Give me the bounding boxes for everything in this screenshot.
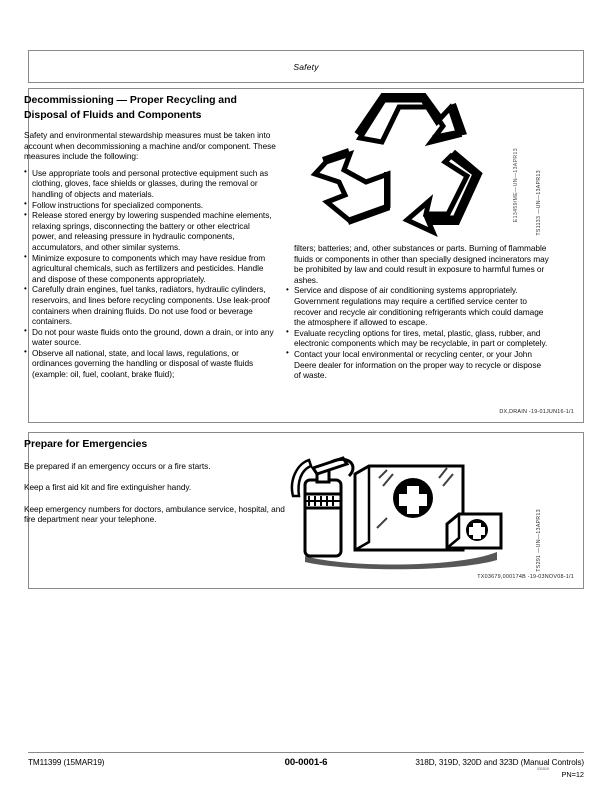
- figure-id-label: TS291 —UN—13APR13: [536, 509, 542, 572]
- decommissioning-reference-code: DX,DRAIN -19-01JUN16-1/1: [499, 409, 574, 415]
- first-aid-kit-and-extinguisher-icon: [287, 452, 525, 578]
- decommissioning-left-bullets: [24, 168, 276, 380]
- decommissioning-right-column: [286, 243, 550, 381]
- figure-id-wrap: [533, 90, 545, 242]
- decommissioning-heading: Decommissioning — Proper Recycling and Disposal of Fluids and Components: [24, 94, 237, 121]
- running-header-title: Safety: [293, 62, 319, 72]
- footer-divider: [28, 752, 584, 753]
- footer-tiny-code: 031519: [537, 767, 549, 771]
- figure-id-secondary-label: E13459/ME—UN—13APR13: [513, 148, 519, 223]
- list-item: • Service and dispose of air conditioning systems appropriately. Government regulations may require a certified service center to recover and recycle air conditioning refrigerants which could damage the atmosphere if allowed to escape.: [286, 285, 550, 327]
- list-item: • Contact your local environmental or recycling center, or your John Deere dealer for information on the proper way to recycle or dispose of waste.: [286, 349, 550, 381]
- figure-id-wrap: [533, 452, 545, 578]
- list-item: • Use appropriate tools and personal protective equipment such as clothing, gloves, face shields or glasses, during the removal or handling of objects and materials.: [24, 168, 276, 200]
- emergencies-paragraph-3: Keep emergency numbers for doctors, ambulance service, hospital, and fire department near your telephone.: [24, 503, 285, 525]
- footer-page-number: 00-0001-6: [284, 757, 328, 768]
- figure-id-label: TS1133 —UN—13APR13: [536, 170, 542, 236]
- figure-emergency-kit: [287, 452, 549, 578]
- decommissioning-left-column: [24, 93, 276, 380]
- decommissioning-intro: Safety and environmental stewardship measures must be taken into account when decommissioning a machine and/or component. These measures include the following:: [24, 130, 276, 162]
- list-item: • Do not pour waste fluids onto the ground, down a drain, or into any water source.: [24, 327, 276, 348]
- decommissioning-right-bullets: [286, 243, 550, 381]
- list-item: • Follow instructions for specialized components.: [24, 200, 276, 211]
- page-footer: [28, 756, 584, 786]
- emergencies-reference-code: TX03679,000174B -19-03NOV08-1/1: [477, 574, 574, 580]
- running-header: [28, 50, 584, 83]
- figure-recycling-symbol: [287, 90, 549, 242]
- emergencies-paragraph-1: Be prepared if an emergency occurs or a fire starts.: [24, 460, 211, 471]
- emergencies-paragraph-2: Keep a first aid kit and fire extinguisher handy.: [24, 482, 192, 493]
- list-item: • Carefully drain engines, fuel tanks, radiators, hydraulic cylinders, reservoirs, and lines before recycling components. Use leak-proof containers when draining fluids. Do not use food or beverage containers.: [24, 284, 276, 326]
- list-item: • Evaluate recycling options for tires, metal, plastic, glass, rubber, and electronic components which may be recyclable, in part or completely.: [286, 328, 550, 349]
- footer-pn-note: PN=12: [561, 770, 584, 779]
- list-item: • Observe all national, state, and local laws, regulations, or ordinances governing the handling or disposal of waste fluids (example: oil, fuel, coolant, brake fluid);: [24, 348, 276, 380]
- recycling-arrows-icon: [287, 90, 525, 242]
- emergencies-left-column: [24, 437, 286, 525]
- list-item-continuation: filters; batteries; and, other substances or parts. Burning of flammable fluids or components in other than specially designed incinerators may be prohibited by law and could result in exposure to harmful fumes or ashes.: [294, 243, 549, 285]
- footer-model-list: 318D, 319D, 320D and 323D (Manual Controls): [415, 758, 584, 767]
- list-item: • Release stored energy by lowering suspended machine elements, relaxing springs, disconnecting the battery or other electrical power, and releasing pressure in hydraulic components, accumulators, and other similar systems.: [24, 210, 276, 252]
- footer-manual-number: TM11399 (15MAR19): [28, 758, 105, 767]
- emergencies-heading: Prepare for Emergencies: [24, 438, 148, 450]
- list-item: • Minimize exposure to components which may have residue from agricultural chemicals, such as fertilizers and pesticides. Handle and dispose of these components appropriately.: [24, 253, 276, 285]
